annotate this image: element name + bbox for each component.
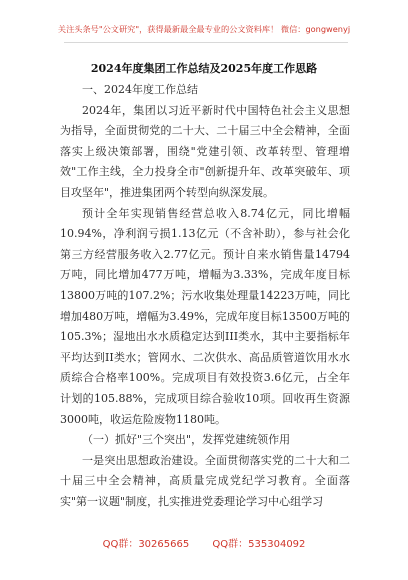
document-title: 2024年度集团工作总结及2025年度工作思路 [90,62,318,75]
subsection-heading: （一）抓好"三个突出"，发挥党建统领作用 [82,433,291,447]
paragraph-overview: 2024年，集团以习近平新时代中国特色社会主义思想为指导，全面贯彻党的二十大、二十届三中全会精神，全面落实上级决策部署，围绕"党建引领、改革转型、管理增效"工作主线，全力投身全市"创新提升年、改革突破年、项目攻坚年"，推进集团两个转型向纵深发展。 [60,103,350,199]
footer-qq-group-1: QQ群：30265665 [102,539,190,550]
footer-qq-groups [0,535,408,550]
header-divider [64,42,348,43]
paragraph-performance: 预计全年实现销售经营总收入8.74亿元，同比增幅10.94%，净利润亏损1.13亿元（不含补助），参与社会化第三方经营服务收入2.77亿元。预计自来水销售量14794万吨，同比增加477万吨，增幅为3.33%，完成年度目标13800万吨的107.2%；污水收集处理量14223万吨，同比增加480万吨，增幅为3.49%，完成年度目标13500万吨的105.3%；湿地出水水质稳定达到III类水，其中主要指标年平均达到II类水；管网水、二次供水、高品质管道饮用水水质综合合格率100%。完成项目有效投资3.6亿元，占全年计划的105.88%，完成项目综合验收10项。回收再生资源3000吨，收运危险废物1180吨。 [60,206,350,426]
document-body [60,80,350,512]
footer-qq-group-2: QQ群：535304092 [212,539,306,550]
top-banner-notice: 关注头条号"公文研究"，获得最新最全最专业的公文资料库！ 微信：gongwenyj [57,24,351,34]
section-heading: 一、2024年度工作总结 [82,83,198,96]
paragraph-party-building: 一是突出思想政治建设。全面贯彻落实党的二十大和二十届三中全会精神，高质量完成党纪学习教育。全面落实"第一议题"制度，扎实推进党委理论学习中心组学习 [60,453,350,508]
